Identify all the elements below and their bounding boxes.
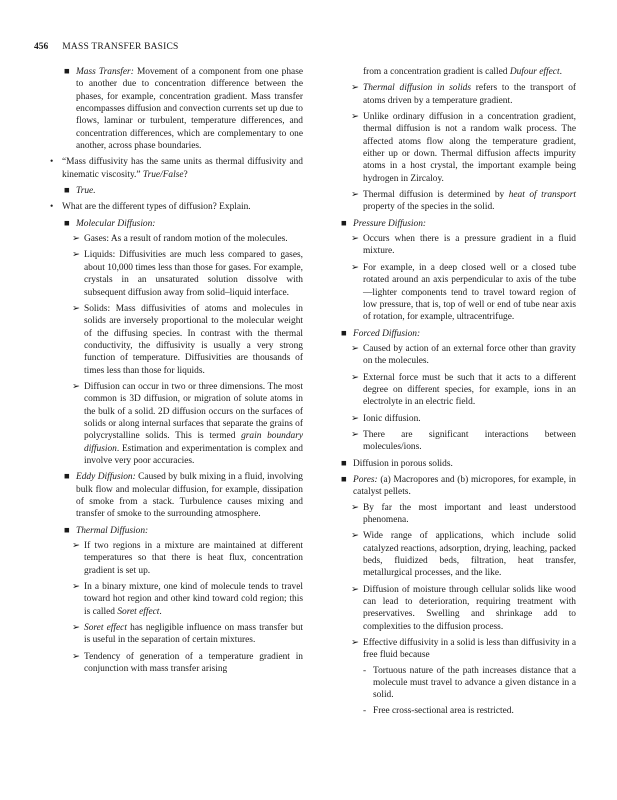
sub-item: ➢ By far the most important and least understood phenomena. [351, 502, 576, 525]
arrow-bullet-icon: ➢ [351, 190, 359, 201]
sub-item: ➢ There are significant interactions between molecules/ions. [351, 429, 576, 453]
running-header [34, 42, 179, 52]
square-bullet-icon: ■ [64, 525, 70, 536]
arrow-bullet-icon: ➢ [351, 531, 359, 542]
sub-item: ➢ Effective diffusivity in a solid is less than diffusivity in a free fluid because [351, 638, 576, 661]
running-title: MASS TRANSFER BASICS [62, 42, 179, 52]
arrow-bullet-icon: ➢ [72, 250, 80, 261]
arrow-bullet-icon: ➢ [351, 262, 359, 273]
arrow-bullet-icon: ➢ [72, 234, 80, 245]
arrow-bullet-icon: ➢ [351, 413, 359, 424]
arrow-bullet-icon: ➢ [351, 343, 359, 354]
round-bullet-icon: • [50, 202, 54, 213]
continued-text: from a concentration gradient is called Dufour effect. [363, 67, 562, 77]
arrow-bullet-icon: ➢ [72, 381, 80, 392]
round-bullet-icon: • [50, 157, 54, 168]
list-item: ■ Eddy Diffusion: Caused by bulk mixing in a fluid, involving bulk flow and molecular diffusion, for example, dissipation of smoke from a stack. Turbulence causes mixing and transfer of smoke to the surrounding atmosphere. [64, 472, 303, 520]
arrow-bullet-icon: ➢ [351, 584, 359, 595]
list-item: ■ Molecular Diffusion: [64, 218, 156, 229]
dash-item: - Tortuous nature of the path increases distance that a molecule must travel to advance a given distance in a solid. [363, 665, 576, 701]
page-number: 456 [34, 42, 49, 52]
sub-item: ➢ Diffusion can occur in two or three dimensions. The most common is 3D diffusion, or migration of solute atoms in the bulk of a solid. 2D diffusion occurs on the surfaces of solids or along internal surfaces that separate the grains of polycrystalline solids. This is termed grain boundary diffusion. Estimation and experimentation is complex and involve very poor accuracies. [72, 381, 303, 466]
sub-item: ➢ Caused by action of an external force other than gravity on the molecules. [351, 343, 576, 367]
sub-item: ➢ Wide range of applications, which include solid catalyzed reactions, adsorption, drying, leaching, packed beds, fluidized beds, filtration, heat transfer, metallurgical processes, and the like. [351, 531, 576, 579]
square-bullet-icon: ■ [64, 186, 70, 197]
sub-item: ➢ Thermal diffusion is determined by heat of transport property of the species in the solid. [351, 190, 577, 213]
dash-item: - Free cross-sectional area is restricted. [363, 705, 514, 716]
arrow-bullet-icon: ➢ [72, 541, 80, 552]
question: • What are the different types of diffusion? Explain. [50, 202, 251, 213]
sub-item: ➢ Ionic diffusion. [351, 413, 421, 424]
sub-item: ➢ Soret effect has negligible influence on mass transfer but is useful in the separation of certain mixtures. [72, 623, 303, 646]
arrow-bullet-icon: ➢ [351, 638, 359, 649]
arrow-bullet-icon: ➢ [72, 582, 80, 593]
answer: ■ True. [64, 186, 96, 197]
sub-item: ➢ Diffusion of moisture through cellular solids like wood can lead to deterioration, requiring treatment with preservatives. Swelling and shrinkage add to complexities to the diffusion process. [351, 584, 576, 632]
arrow-bullet-icon: ➢ [72, 651, 80, 662]
list-item: ■ Pores: (a) Macropores and (b) micropores, for example, in catalyst pellets. [341, 474, 576, 498]
list-item: ■ Diffusion in porous solids. [341, 458, 453, 469]
dash-bullet-icon: - [363, 705, 367, 716]
square-bullet-icon: ■ [341, 328, 347, 339]
sub-item: ➢ Unlike ordinary diffusion in a concentration gradient, thermal diffusion is not a random walk process. The affected atoms flow along the temperature gradient, either up or down. Thermal diffusion affects impurity atoms in a host crystal, the important example being hydrogen in Zircaloy. [351, 112, 576, 184]
sub-item: ➢ If two regions in a mixture are maintained at different temperatures so that there is heat flux, concentration gradient is set up. [72, 541, 303, 576]
right-column [341, 66, 576, 720]
square-bullet-icon: ■ [341, 474, 347, 485]
list-item: ■ Forced Diffusion: [341, 328, 421, 339]
square-bullet-icon: ■ [64, 472, 70, 483]
arrow-bullet-icon: ➢ [351, 429, 359, 440]
arrow-bullet-icon: ➢ [72, 623, 80, 634]
left-column [50, 66, 303, 679]
list-item: ■ Thermal Diffusion: [64, 525, 149, 536]
arrow-bullet-icon: ➢ [351, 112, 359, 123]
list-item: ■ Mass Transfer: Movement of a component from one phase to another due to concentration difference between the phases, for example, concentration gradient. Mass transfer encompasses diffusion and convection currents set up due to flows, laminar or turbulent, temperature differences, and concentration differences, which are complementary to one another, across phase boundaries. [64, 67, 303, 152]
sub-item: ➢ In a binary mixture, one kind of molecule tends to travel toward hot region and other kind toward cold region; this is called Soret effect. [72, 582, 303, 617]
sub-item: ➢ Gases: As a result of random motion of the molecules. [72, 234, 288, 245]
sub-item: ➢ External force must be such that it acts to a different degree on different species, for example, ions in an electrolyte in an electric field. [351, 372, 576, 408]
sub-item: ➢ Solids: Mass diffusivities of atoms and molecules in solids are inversely proportional to the molecular weight of the diffusing species. In contrast with the thermal conductivity, the diffusivity is usually a very strong function of temperature. Diffusivities are thousands of times less than those for liquids. [72, 303, 303, 376]
sub-item: ➢ Liquids: Diffusivities are much less compared to gases, about 10,000 times less than those for gases. For example, crystals in an unsaturated solution dissolve with subsequent diffusion away from solid–liquid interface. [72, 250, 303, 298]
arrow-bullet-icon: ➢ [351, 502, 359, 513]
square-bullet-icon: ■ [64, 218, 70, 229]
arrow-bullet-icon: ➢ [351, 372, 359, 383]
arrow-bullet-icon: ➢ [351, 83, 359, 94]
square-bullet-icon: ■ [341, 458, 347, 469]
sub-item: ➢ Thermal diffusion in solids refers to the transport of atoms driven by a temperature gradient. [351, 83, 577, 106]
dash-bullet-icon: - [363, 665, 367, 676]
square-bullet-icon: ■ [341, 218, 347, 229]
sub-item: ➢ Tendency of generation of a temperature gradient in conjunction with mass transfer arising [72, 651, 303, 675]
square-bullet-icon: ■ [64, 67, 70, 77]
list-item: ■ Pressure Diffusion: [341, 218, 426, 229]
sub-item: ➢ Occurs when there is a pressure gradient in a fluid mixture. [351, 234, 576, 257]
question: • “Mass diffusivity has the same units as thermal diffusivity and kinematic viscosity.” True/False? [50, 157, 303, 180]
arrow-bullet-icon: ➢ [72, 303, 80, 314]
sub-item: ➢ For example, in a deep closed well or a closed tube rotated around an axis perpendicular to axis of the tube—lighter components tend to travel toward region of low pressure, that is, top of well or end of tube near axis of rotation, for example, ultracentrifuge. [351, 262, 576, 323]
arrow-bullet-icon: ➢ [351, 234, 359, 245]
